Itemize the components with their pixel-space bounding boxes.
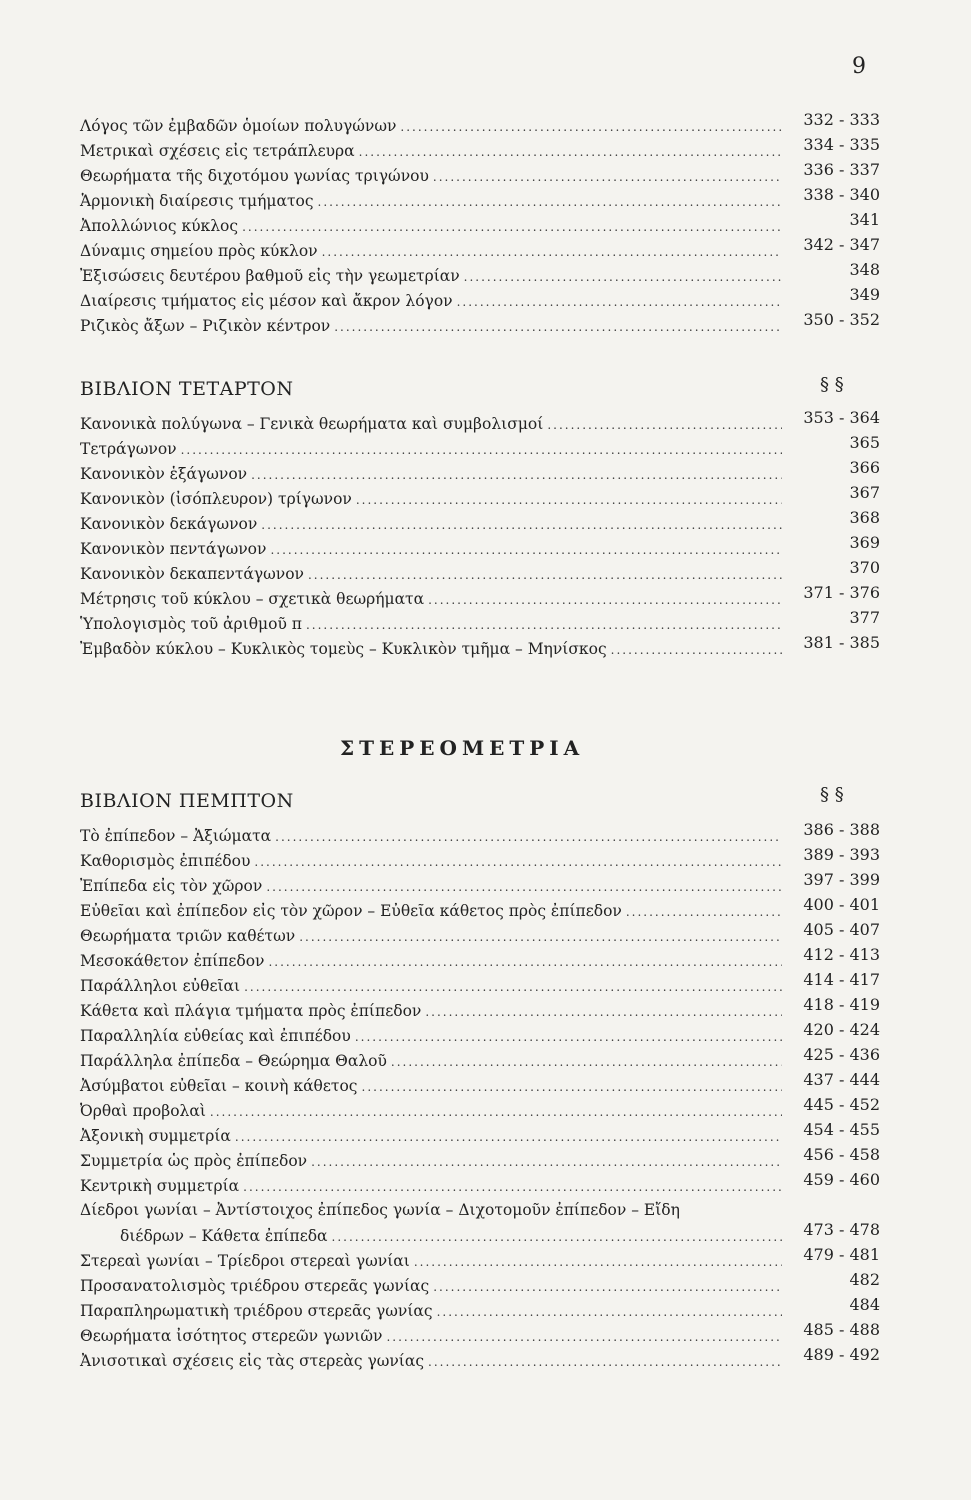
toc-entry: [80, 1297, 880, 1321]
entry-title: Θεωρήματα τῆς διχοτόμου γωνίας τριγώνου: [80, 167, 429, 185]
entry-title: Παράλληλα ἐπίπεδα – Θεώρημα Θαλοῦ: [80, 1052, 387, 1070]
entry-pages: 454 - 455: [803, 1120, 880, 1139]
entry-pages: 332 - 333: [803, 110, 880, 129]
entry-pages: 381 - 385: [803, 633, 880, 652]
entry-pages: 334 - 335: [803, 135, 880, 154]
leader-dots: [433, 1281, 782, 1293]
entry-title: Θεωρήματα τριῶν καθέτων: [80, 927, 296, 945]
leader-dots: [356, 494, 782, 506]
entry-pages: 350 - 352: [803, 310, 880, 329]
toc-entry: [80, 897, 880, 921]
leader-dots: [181, 444, 782, 456]
entry-pages: 397 - 399: [803, 870, 880, 889]
entry-title: Διαίρεσις τμήματος εἰς μέσον καὶ ἄκρον λόγον: [80, 292, 453, 310]
entry-pages: 353 - 364: [803, 408, 880, 427]
entry-title: Προσανατολισμὸς τριέδρου στερεᾶς γωνίας: [80, 1277, 430, 1295]
entry-title: Κανονικὸν ἑξάγωνον: [80, 465, 248, 483]
entry-pages: 479 - 481: [803, 1245, 880, 1264]
leader-dots: [270, 544, 782, 556]
toc-entry: [80, 1247, 880, 1271]
leader-dots: [268, 956, 782, 968]
entry-pages: 456 - 458: [803, 1145, 880, 1164]
entry-title: Ριζικὸς ἄξων – Ριζικὸν κέντρον: [80, 317, 331, 335]
entry-title: Ἁρμονικὴ διαίρεσις τμήματος: [80, 192, 314, 210]
toc-entry: [80, 1322, 880, 1346]
entry-title: Κανονικὸν δεκάγωνον: [80, 515, 258, 533]
leader-dots: [611, 644, 782, 656]
toc-entry: [80, 1097, 880, 1121]
entry-title: Λόγος τῶν ἐμβαδῶν ὁμοίων πολυγώνων: [80, 117, 397, 135]
toc-entry: [80, 997, 880, 1021]
toc-entry: [80, 585, 880, 609]
toc-entry: [80, 460, 880, 484]
entry-title: Θεωρήματα ἰσότητος στερεῶν γωνιῶν: [80, 1327, 383, 1345]
toc-entry: [80, 1072, 880, 1096]
leader-dots: [428, 594, 782, 606]
entry-title: Παραπληρωματικὴ τριέδρου στερεᾶς γωνίας: [80, 1302, 433, 1320]
leader-dots: [210, 1106, 782, 1118]
book-4-heading: ΒΙΒΛΙΟΝ ΤΕΤΑΡΤΟΝ: [80, 378, 294, 400]
leader-dots: [464, 271, 782, 283]
entry-title: Ἀξονικὴ συμμετρία: [80, 1127, 231, 1145]
entry-pages: 489 - 492: [803, 1345, 880, 1364]
leader-dots: [235, 1131, 782, 1143]
entry-pages: 445 - 452: [803, 1095, 880, 1114]
entry-title: Συμμετρία ὡς πρὸς ἐπίπεδον: [80, 1152, 308, 1170]
leader-dots: [299, 931, 782, 943]
entry-title: Μέτρησις τοῦ κύκλου – σχετικὰ θεωρήματα: [80, 590, 425, 608]
entry-title: Παραλληλία εὐθείας καὶ ἐπιπέδου: [80, 1027, 351, 1045]
toc-entry: [80, 435, 880, 459]
leader-dots: [355, 1031, 782, 1043]
entry-title: Μεσοκάθετον ἐπίπεδον: [80, 952, 265, 970]
entry-title: Ὀρθαὶ προβολαὶ: [80, 1102, 206, 1120]
leader-dots: [322, 246, 782, 258]
leader-dots: [244, 981, 782, 993]
leader-dots: [254, 856, 782, 868]
toc-entry: [80, 560, 880, 584]
entry-pages: 341: [849, 210, 880, 229]
toc-entry: [80, 287, 880, 311]
toc-entry: [80, 410, 880, 434]
leader-dots: [251, 469, 782, 481]
toc-entry-multiline: [80, 1198, 880, 1222]
toc-entry: [80, 972, 880, 996]
leader-dots: [386, 1331, 782, 1343]
toc-entry: [80, 847, 880, 871]
entry-title: Παράλληλοι εὐθεῖαι: [80, 977, 241, 995]
entry-title: Ἀσύμβατοι εὐθεῖαι – κοινὴ κάθετος: [80, 1077, 358, 1095]
leader-dots: [311, 1156, 782, 1168]
entry-title: Ἐμβαδὸν κύκλου – Κυκλικὸς τομεὺς – Κυκλικὸν τμῆμα – Μηνίσκος: [80, 640, 607, 658]
toc-entry: [80, 872, 880, 896]
toc-entry: [80, 137, 880, 161]
leader-dots: [437, 1306, 782, 1318]
entry-pages: 459 - 460: [803, 1170, 880, 1189]
entry-title: Κανονικὸν δεκαπεντάγωνον: [80, 565, 304, 583]
entry-pages: 405 - 407: [803, 920, 880, 939]
leader-dots: [547, 419, 782, 431]
toc-entry: [80, 1147, 880, 1171]
leader-dots: [242, 221, 782, 233]
leader-dots: [626, 906, 782, 918]
toc-entry: [80, 212, 880, 236]
entry-title: Κάθετα καὶ πλάγια τμήματα πρὸς ἐπίπεδον: [80, 1002, 422, 1020]
entry-pages: 367: [849, 483, 880, 502]
toc-entry: [80, 610, 880, 634]
entry-title: Κανονικὸν (ἰσόπλευρον) τρίγωνον: [80, 490, 352, 508]
entry-pages: 377: [849, 608, 880, 627]
entry-pages: 482: [849, 1270, 880, 1289]
section-marks: § §: [820, 374, 844, 395]
leader-dots: [332, 1231, 782, 1243]
toc-entry: [80, 1122, 880, 1146]
entry-pages: 484: [849, 1295, 880, 1314]
entry-title: Κανονικὰ πολύγωνα – Γενικὰ θεωρήματα καὶ συμβολισμοί: [80, 415, 544, 433]
entry-title: Μετρικαὶ σχέσεις εἰς τετράπλευρα: [80, 142, 355, 160]
leader-dots: [243, 1181, 782, 1193]
toc-entry: [80, 822, 880, 846]
toc-entry: [80, 510, 880, 534]
entry-pages: 412 - 413: [803, 945, 880, 964]
toc-entry: [80, 947, 880, 971]
book-5-heading: ΒΙΒΛΙΟΝ ΠΕΜΠΤΟΝ: [80, 790, 294, 812]
toc-entry: [80, 1172, 880, 1196]
toc-entry: [80, 262, 880, 286]
leader-dots: [359, 146, 782, 158]
leader-dots: [414, 1256, 782, 1268]
toc-entry: [80, 1272, 880, 1296]
entry-pages: 414 - 417: [803, 970, 880, 989]
leader-dots: [433, 171, 782, 183]
entry-title: Ἀνισοτικαὶ σχέσεις εἰς τὰς στερεὰς γωνίας: [80, 1352, 425, 1370]
entry-pages: 370: [849, 558, 880, 577]
entry-pages: 386 - 388: [803, 820, 880, 839]
entry-pages: 418 - 419: [803, 995, 880, 1014]
leader-dots: [318, 196, 782, 208]
entry-title: Καθορισμὸς ἐπιπέδου: [80, 852, 251, 870]
toc-entry: [80, 485, 880, 509]
entry-title: Ἐξισώσεις δευτέρου βαθμοῦ εἰς τὴν γεωμετρίαν: [80, 267, 460, 285]
toc-entry: [80, 535, 880, 559]
toc-entry: [80, 112, 880, 136]
entry-title: Κεντρικὴ συμμετρία: [80, 1177, 240, 1195]
entry-title: Ἀπολλώνιος κύκλος: [80, 217, 239, 235]
leader-dots: [457, 296, 782, 308]
entry-title: Εὐθεῖαι καὶ ἐπίπεδον εἰς τὸν χῶρον – Εὐθεῖα κάθετος πρὸς ἐπίπεδον: [80, 902, 622, 920]
leader-dots: [308, 569, 782, 581]
entry-title: Τὸ ἐπίπεδον – Ἀξιώματα: [80, 827, 272, 845]
entry-pages: 338 - 340: [803, 185, 880, 204]
section-marks: § §: [820, 784, 844, 805]
toc-entry: [80, 922, 880, 946]
leader-dots: [275, 831, 782, 843]
leader-dots: [428, 1356, 782, 1368]
entry-title-line-2: διέδρων – Κάθετα ἐπίπεδα: [120, 1227, 328, 1245]
entry-pages: 349: [849, 285, 880, 304]
toc-entry: [80, 162, 880, 186]
toc-entry: [80, 1347, 880, 1371]
leader-dots: [400, 121, 782, 133]
page-number: 9: [852, 54, 866, 79]
toc-entry: [80, 312, 880, 336]
leader-dots: [425, 1006, 782, 1018]
entry-pages: 348: [849, 260, 880, 279]
toc-entry: [80, 237, 880, 261]
entry-title: Τετράγωνον: [80, 440, 177, 458]
leader-dots: [362, 1081, 783, 1093]
toc-entry: [80, 1222, 880, 1246]
entry-pages: 371 - 376: [803, 583, 880, 602]
entry-pages: 336 - 337: [803, 160, 880, 179]
entry-title: Κανονικὸν πεντάγωνον: [80, 540, 267, 558]
leader-dots: [266, 881, 782, 893]
leader-dots: [306, 619, 782, 631]
entry-pages: 425 - 436: [803, 1045, 880, 1064]
entry-title: Ἐπίπεδα εἰς τὸν χῶρον: [80, 877, 263, 895]
entry-pages: 365: [849, 433, 880, 452]
entry-pages: 389 - 393: [803, 845, 880, 864]
entry-pages: 473 - 478: [803, 1220, 880, 1239]
leader-dots: [261, 519, 782, 531]
entry-pages: 369: [849, 533, 880, 552]
toc-entry: [80, 1022, 880, 1046]
entry-pages: 368: [849, 508, 880, 527]
toc-entry: [80, 635, 880, 659]
entry-title-line-1: Δίεδροι γωνίαι – Ἀντίστοιχος ἐπίπεδος γωνία – Διχοτομοῦν ἐπίπεδον – Εἴδη: [80, 1201, 680, 1219]
toc-entry: [80, 1047, 880, 1071]
entry-title: Στερεαὶ γωνίαι – Τρίεδροι στερεαὶ γωνίαι: [80, 1252, 410, 1270]
entry-pages: 400 - 401: [803, 895, 880, 914]
part-heading: ΣΤΕΡΕΟΜΕΤΡΙΑ: [340, 736, 585, 760]
entry-pages: 366: [849, 458, 880, 477]
leader-dots: [334, 321, 782, 333]
toc-entry: [80, 187, 880, 211]
entry-pages: 342 - 347: [803, 235, 880, 254]
entry-pages: 437 - 444: [803, 1070, 880, 1089]
entry-title: Ὑπολογισμὸς τοῦ ἀριθμοῦ π: [80, 615, 302, 633]
leader-dots: [391, 1056, 782, 1068]
entry-pages: 420 - 424: [803, 1020, 880, 1039]
entry-pages: 485 - 488: [803, 1320, 880, 1339]
entry-title: Δύναμις σημείου πρὸς κύκλον: [80, 242, 318, 260]
